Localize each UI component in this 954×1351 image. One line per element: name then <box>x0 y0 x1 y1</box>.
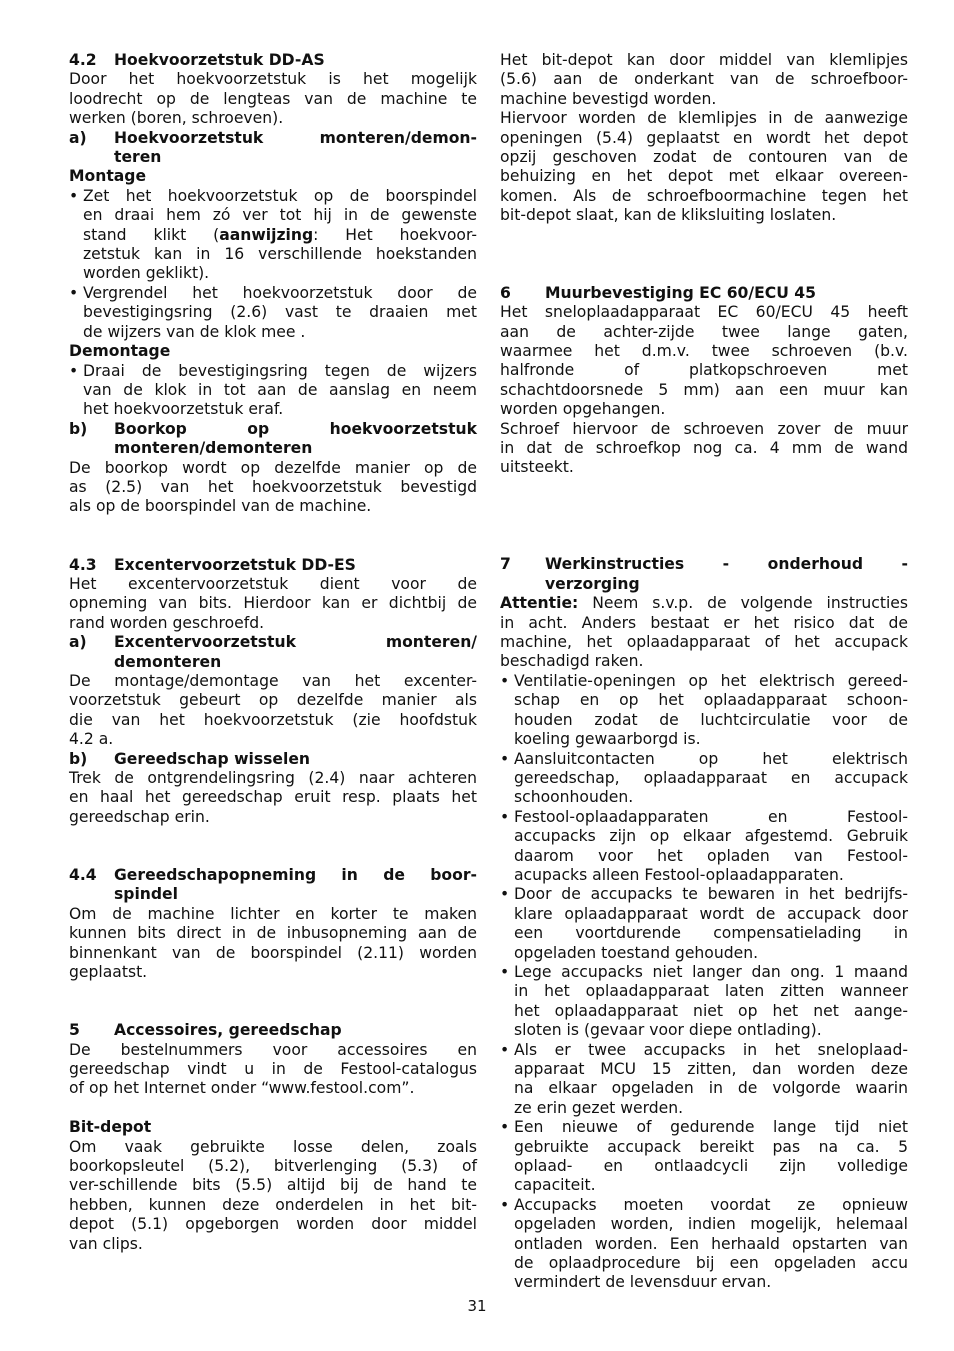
section-4-3-a-heading: a) Excentervoorzetstuk monteren/ demonteren <box>69 633 477 671</box>
section-5-heading: 5 Accessoires, gereedschap <box>69 1021 342 1040</box>
list-item: • Als er twee accupacks in het sneloplaad- apparaat MCU 15 zitten, dan worden deze na elkaar opgeladen in de volgorde waarin ze erin gezet werden. <box>500 1040 908 1117</box>
bullet-icon: • <box>500 671 510 690</box>
section-4-4-text: Om de machine lichter en korter te maken kunnen bits direct in de inbusopneming aan de binnenkant van de boorspindel (2.11) worden geplaatst. <box>69 904 477 982</box>
list-item: • Draai de bevestigingsring tegen de wijzers van de klok in tot aan de aanslag en neem het hoekvoorzetstuk eraf. <box>69 361 477 419</box>
list-item: • Festool-oplaadapparaten en Festool- accupacks zijn op elkaar afgestemd. Gebruik daarom voor het opladen van Festool- acupacks alleen Festool-oplaadapparaten. <box>500 807 908 884</box>
list-item: • Vergrendel het hoekvoorzetstuk door de bevestigingsring (2.6) vast te draaien met de wijzers van de klok mee . <box>69 283 477 341</box>
section-5-text: De bestelnummers voor accessoires en gereedschap vindt u in de Festool-catalogus of op het Internet onder “www.festool.com”. <box>69 1040 477 1098</box>
demontage-subheading: Demontage <box>69 342 171 361</box>
bullet-icon: • <box>69 186 79 205</box>
bullet-icon: • <box>500 1040 510 1059</box>
page-number: 31 <box>467 1297 487 1315</box>
section-4-2-b-heading: b) Boorkop op hoekvoorzetstuk monteren/demonteren <box>69 419 477 458</box>
section-4-4-heading: 4.4 Gereedschapopneming in de boor- spindel <box>69 866 477 904</box>
bullet-icon: • <box>500 1118 510 1137</box>
bullet-icon: • <box>500 885 510 904</box>
section-6-text: Het sneloplaadapparaat EC 60/ECU 45 heeft aan de achter-zijde twee lange gaten, waarmee het d.m.v. twee schroeven (b.v. halfronde of platkopschroeven met schachtdoorsnede 5 mm) aan een muur kan worden opgehangen. Schroef hiervoor de schroeven zover de muur in dat de schroefkop nog ca. 4 mm de wand uitsteekt. <box>500 303 908 477</box>
bullet-icon: • <box>500 807 510 826</box>
section-4-3-b-text: Trek de ontgrendelingsring (2.4) naar achteren en haal het gereedschap eruit resp. plaats het gereedschap erin. <box>69 769 477 826</box>
list-item: • Lege accupacks niet langer dan ong. 1 maand in het oplaadapparaat laten zitten wanneer het oplaadapparaat niet op het net aange- sloten is (gevaar voor diepe ontlading). <box>500 962 908 1040</box>
section-4-3-a-text: De montage/demontage van het excenter- voorzetstuk gebeurt op dezelfde manier als die van het hoekvoorzetstuk (zie hoofdstuk 4.2 a. <box>69 671 477 749</box>
section-4-2-b-text: De boorkop wordt op dezelfde manier op de as (2.5) van het hoekvoorzetstuk bevestigd als op de boorspindel van de machine. <box>69 458 477 516</box>
list-item: • Accupacks moeten voordat ze opnieuw opgeladen worden, indien mogelijk, helemaal ontladen worden. Een herhaald opstarten van de oplaadprocedure bij een opgeladen accu vermindert de levensduur ervan. <box>500 1195 908 1292</box>
list-item: • Door de accupacks te bewaren in het bedrijfs- klare oplaadapparaat wordt de accupack door een voortdurende compensatielading in opgeladen toestand gehouden. <box>500 885 908 962</box>
bit-depot-heading: Bit-depot <box>69 1118 152 1137</box>
bit-depot-text: Om vaak gebruikte losse delen, zoals boorkopsleutel (5.2), bitverlenging (5.3) of ver-schillende bits (5.5) altijd bij de hand te hebben, kunnen deze onderdelen in het bit- depot (5.1) opgeborgen worden door middel van clips. <box>69 1137 477 1253</box>
section-4-2-intro: Door het hoekvoorzetstuk is het mogelijk loodrecht op de lengteas van de machine te werken (boren, schroeven). <box>69 70 477 128</box>
section-6-heading: 6 Muurbevestiging EC 60/ECU 45 <box>500 283 816 302</box>
bullet-icon: • <box>500 1195 510 1214</box>
list-item: • Een nieuwe of gedurende lange tijd niet gebruikte accupack bereikt pas na ca. 5 oplaad- en ontlaadcycli zijn volledige capaciteit. <box>500 1118 908 1195</box>
bullet-icon: • <box>500 962 510 981</box>
section-7-heading: 7 Werkinstructies - onderhoud - verzorging <box>500 555 908 593</box>
section-4-3-heading: 4.3 Excentervoorzetstuk DD-ES <box>69 555 356 574</box>
attention-note: Attentie: Neem s.v.p. de volgende instructies in acht. Anders bestaat er het risico dat de machine, het oplaadapparaat of het accupack beschadigd raken. <box>500 594 908 671</box>
section-4-3-intro: Het excentervoorzetstuk dient voor de opneming van bits. Hierdoor kan er dichtbij de rand worden geschroefd. <box>69 574 477 632</box>
left-column <box>69 51 477 1254</box>
montage-subheading: Montage <box>69 167 147 186</box>
section-4-2-a-heading: a) Hoekvoorzetstuk monteren/demon- teren <box>69 128 477 167</box>
list-item: • Aansluitcontacten op het elektrisch gereedschap, oplaadapparaat en accupack schoonhouden. <box>500 749 908 807</box>
bit-depot-text-continued: Het bit-depot kan door middel van klemlipjes (5.6) aan de onderkant van de schroefboor- machine bevestigd worden. Hiervoor worden de klemlipjes in de aanwezige openingen (5.4) geplaatst en wordt het depot opzij geschoven zodat de contouren van de behuizing en het depot met elkaar overeen- komen. Als de schroefboormachine tegen het bit-depot slaat, kan de kliksluiting loslaten. <box>500 51 908 225</box>
bullet-icon: • <box>500 749 510 768</box>
section-4-2-heading: 4.2 Hoekvoorzetstuk DD-AS <box>69 51 325 69</box>
list-item: • Ventilatie-openingen op het elektrisch gereed- schap en op het oplaadapparaat schoon- houden zodat de luchtcirculatie voor de koeling gewaarborgd is. <box>500 671 908 749</box>
list-item: • Zet het hoekvoorzetstuk op de boorspindel en draai hem zó ver tot hij in de gewenste stand klikt (aanwijzing: Het hoekvoor- zetstuk kan in 16 verschillende hoekstanden worden geklikt). <box>69 186 477 283</box>
bullet-icon: • <box>69 361 79 380</box>
section-4-3-b-heading: b) Gereedschap wisselen <box>69 749 311 768</box>
bullet-icon: • <box>69 283 79 302</box>
right-column <box>500 51 908 1293</box>
